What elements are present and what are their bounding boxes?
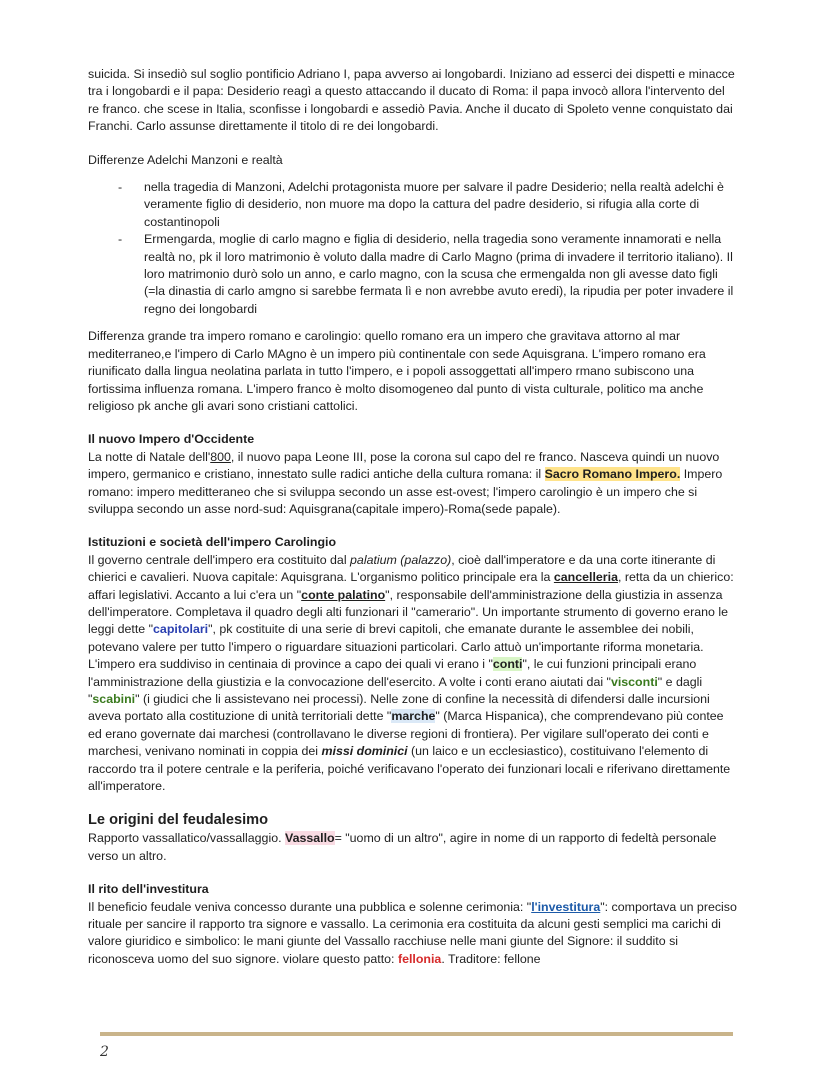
term-investitura: l'investitura [531, 899, 601, 914]
paragraph-differenze-title: Differenze Adelchi Manzoni e realtà [88, 152, 283, 167]
term-marche: marche [391, 709, 436, 724]
term-conti: conti [492, 657, 523, 672]
paragraph-nuovo-impero: La notte di Natale dell'800, il nuovo papa Leone III, pose la corona sul capo del re franco. Nasceva quindi un nuovo impero, germanico e cristiano, innestato sulle radici antiche della cultura romana: il Sacro Romano Impero. Impero romano: impero meditteraneo che si sviluppa secondo un asse est-ovest; l'impero carolingio è un impero che si sviluppa secondo un asse nord-sud: Aquisgrana(capitale impero)-Roma(sede papale). [88, 449, 723, 516]
differences-list [88, 179, 738, 318]
paragraph-investitura: Il beneficio feudale veniva concesso durante una pubblica e solenne cerimonia: "l'investitura": comportava un preciso rituale per sancire il rapporto tra signore e vassallo. La cerimonia era costituita da alcuni gesti semplici ma carichi di valore giuridico e simbolico: le mani giunte del Vassallo racchiuse nelle mani giunte del Signore: il suddito si riconosceva uomo del suo signore. violare questo patto: fellonia. Traditore: fellone [88, 899, 737, 966]
term-palatium: palatium (palazzo) [350, 552, 452, 567]
term-vassallo: Vassallo [284, 831, 335, 846]
term-conte-palatino: conte palatino [301, 587, 386, 602]
paragraph-imperi: Differenza grande tra impero romano e carolingio: quello romano era un impero che gravitava attorno al mar mediterraneo,e l'impero di Carlo MAgno è un impero più continentale con sede Aquisgrana. L'impero romano era riunificato dalla lingua neolatina parlata in tutto l'impero, e i popoli assoggettati all'impero rmano subiscono una fortissima influenza romana. L'impero franco è molto disomogeneo dal punto di vista culturale, politico ma anche religioso pk anche gli avari sono cristiani cattolici. [88, 329, 706, 413]
heading-feudalesimo: Le origini del feudalesimo [88, 812, 269, 829]
term-cancelleria: cancelleria [553, 570, 618, 585]
heading-istituzioni: Istituzioni e società dell'impero Carolingio [88, 535, 337, 550]
heading-nuovo-impero: Il nuovo Impero d'Occidente [88, 432, 255, 447]
term-scabini: scabini [92, 692, 136, 706]
paragraph-istituzioni-1: Il governo centrale dell'impero era costituito dal palatium (palazzo), cioè dall'imperatore e da una corte itinerante di chierici e cavalieri. Nuova capitale: Aquisgrana. L'organismo politico principale era la cancelleria, retta da un chierico: affari legislativi. Accanto a lui c'era un "conte palatino", responsabile dell'amministrazione della giustizia in assenza dell'imperatore. Completava il quadro degli alti funzionari il "camerario". Un importante strumento di governo erano le leggi dette "capitolari", pk costituite di una serie di brevi capitoli, che emanate durante le assemblee dei nobili, potevano valere per tutto l'impero o riguardare situazioni particolari. Carlo attuò un'importante riforma monetaria. [88, 552, 734, 654]
page-number: 2 [100, 1044, 109, 1060]
paragraph-istituzioni-2: L'impero era suddiviso in centinaia di province a capo dei quali vi erano i "conti", le cui funzioni principali erano l'amministrazione della giustizia e la convocazione dell'esercito. A volte i conti erano aiutati dai "visconti" e dagli "scabini" (i giudici che li assistevano nei processi). Nelle zone di confine la necessità di difendersi dalle incursioni aveva portato alla costituzione di unità territoriali dette "marche" (Marca Hispanica), che comprendevano più contee ed erano governate dai marchesi (controllavano le diverse regioni di frontiera). Per vigilare sull'operato dei conti e marchesi, venivano nominati in coppia dei missi dominici (un laico e un ecclesiastico), costituivano l'elemento di raccordo tra il potere centrale e la periferia, poiché verificavano l'operato dei funzionari locali e riferivano direttamente all'imperatore. [88, 657, 731, 794]
paragraph-feudalesimo: Rapporto vassallatico/vassallaggio. Vassallo= "uomo di un altro", agire in nome di un rapporto di fedeltà personale verso un altro. [88, 831, 717, 863]
term-visconti: visconti [610, 674, 658, 689]
term-missi-dominici: missi dominici [321, 744, 408, 759]
highlight-sacro-romano-impero: Sacro Romano Impero. [544, 467, 681, 482]
list-item: - nella tragedia di Manzoni, Adelchi protagonista muore per salvare il padre Desiderio; nella realtà adelchi è veramente figlio di desiderio, non muore ma dopo la cattura del padre desiderio, si rifugia alla corte di costantinopoli [144, 179, 738, 231]
term-fellonia: fellonia [397, 951, 442, 966]
paragraph-longobardi: suicida. Si insediò sul soglio pontificio Adriano I, papa avverso ai longobardi. Iniziano ad esserci dei dispetti e minacce tra i longobardi e il papa: Desiderio reagì a questo attaccando il ducato di Roma: il papa invocò allora l'intervento del re franco. che scese in Italia, sconfisse i longobardi e assediò Pavia. Anche il ducato di Spoleto venne conquistato dai Franchi. Carlo assunse direttamente il titolo di re dei longobardi. [88, 67, 735, 134]
heading-investitura: Il rito dell'investitura [88, 882, 209, 897]
footer-divider [100, 1032, 733, 1036]
year-800: 800 [210, 449, 231, 464]
list-item: - Ermengarda, moglie di carlo magno e figlia di desiderio, nella tragedia sono veramente innamorati e nella realtà no, pk il loro matrimonio è voluto dalla madre di Carlo Magno (prima di invadere il territorio italiano). Il loro matrimonio durò solo un anno, e carlo magno, con la scusa che ermengalda non gli avesse dato figli (=la dinastia di carlo amgno si sarebbe fermata lì e non avrebbe avuto eredi), la ripudia per poter invadere il regno dei longobardi [144, 231, 738, 318]
term-capitolari: capitolari [153, 622, 209, 637]
document-page [88, 66, 738, 968]
